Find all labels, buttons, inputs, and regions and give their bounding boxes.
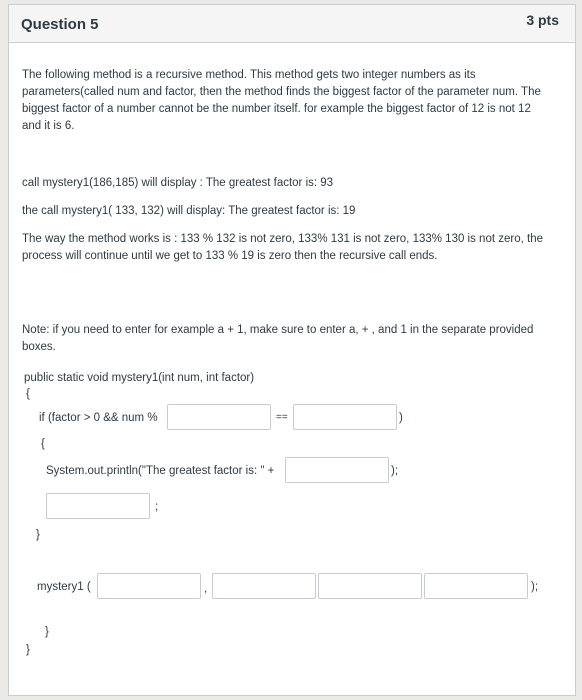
question-title: Question 5 xyxy=(21,16,99,33)
blank-7-input[interactable] xyxy=(318,573,422,599)
question-header xyxy=(9,5,575,43)
blank-1-input[interactable] xyxy=(167,404,271,430)
call-suffix: ); xyxy=(531,581,539,593)
recursive-call-text: mystery1 ( xyxy=(37,581,91,593)
argument-comma: , xyxy=(204,583,208,595)
inner-open-brace: { xyxy=(41,438,45,450)
explanation-text: The way the method works is : 133 % 132 is not zero, 133% 131 is not zero, 133% 130 is not zero, the process will continue until we get to 133 % 19 is zero then the recursive call ends. xyxy=(22,233,543,262)
if-condition-text: if (factor > 0 && num % xyxy=(39,412,158,424)
blank-3-input[interactable] xyxy=(285,457,389,483)
method-close-brace: } xyxy=(26,644,30,656)
println-suffix: ); xyxy=(391,465,399,477)
intro-text: The following method is a recursive method. This method gets two integer numbers as its parameters(called num and factor, then the method finds the biggest factor of the parameter num. The biggest factor of a number cannot be the number itself. for example the biggest factor of 12 is not 12 and it is 6. xyxy=(22,69,541,132)
method-signature: public static void mystery1(int num, int factor) xyxy=(24,372,255,384)
question-card xyxy=(8,4,576,696)
println-text: System.out.println("The greatest factor is: " + xyxy=(46,465,275,477)
example-1-text: call mystery1(186,185) will display : The greatest factor is: 93 xyxy=(22,177,334,189)
blank-8-input[interactable] xyxy=(424,573,528,599)
question-body xyxy=(9,43,575,697)
open-brace: { xyxy=(26,388,30,400)
else-close-brace: } xyxy=(45,626,49,638)
question-points: 3 pts xyxy=(526,12,559,28)
note-text: Note: if you need to enter for example a + 1, make sure to enter a, + , and 1 in the separate provided boxes. xyxy=(22,324,534,353)
equals-operator: == xyxy=(276,412,288,423)
example-2-text: the call mystery1( 133, 132) will display: The greatest factor is: 19 xyxy=(22,205,356,217)
blank-2-input[interactable] xyxy=(293,404,397,430)
blank-5-input[interactable] xyxy=(97,573,201,599)
blank-6-input[interactable] xyxy=(212,573,316,599)
if-close-paren: ) xyxy=(399,412,403,424)
blank-4-input[interactable] xyxy=(46,493,150,519)
inner-close-brace: } xyxy=(36,529,40,541)
statement-semicolon: ; xyxy=(155,501,159,513)
